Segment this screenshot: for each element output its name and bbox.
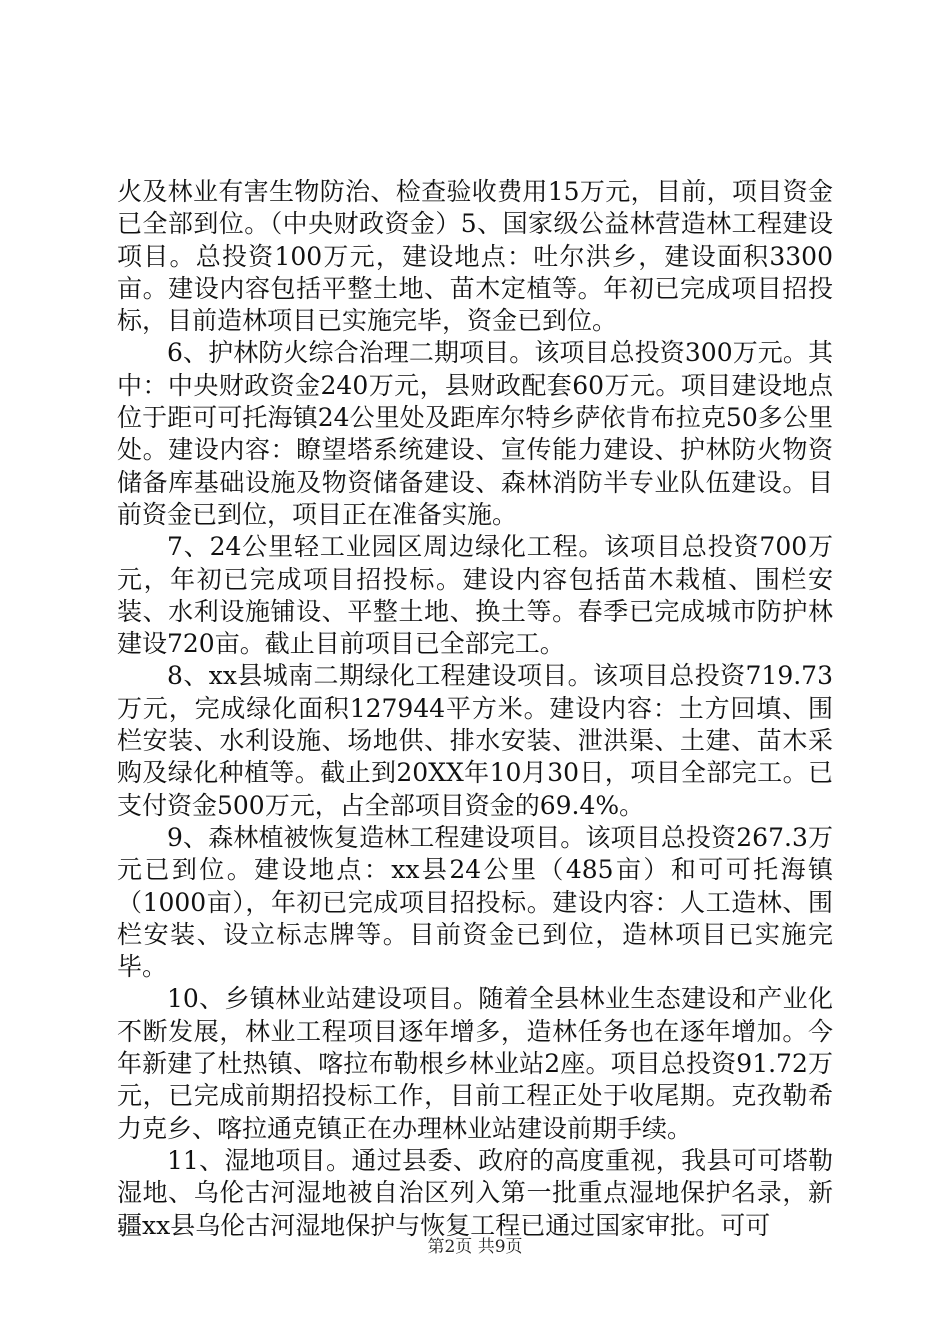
paragraph-item-8: 8、xx县城南二期绿化工程建设项目。该项目总投资719.73万元，完成绿化面积127944平方米。建设内容：土方回填、围栏安装、水利设施、场地供、排水安装、泄洪渠、土建、苗木采购及绿化种植等。截止到20XX年10月30日，项目全部完工。已支付资金500万元，占全部项目资金的69.4%。 bbox=[117, 661, 833, 820]
paragraph-item-11: 11、湿地项目。通过县委、政府的高度重视，我县可可塔勒湿地、乌伦古河湿地被自治区列入第一批重点湿地保护名录，新疆xx县乌伦古河湿地保护与恢复工程已通过国家审批。可可 bbox=[117, 1145, 833, 1240]
paragraph-item-7: 7、24公里轻工业园区周边绿化工程。该项目总投资700万元，年初已完成项目招投标。建设内容包括苗木栽植、围栏安装、水利设施铺设、平整土地、换土等。春季已完成城市防护林建设720亩。截止目前项目已全部完工。 bbox=[117, 532, 833, 659]
page-number-footer: 第2页 共9页 bbox=[427, 1237, 523, 1257]
paragraph-item-9: 9、森林植被恢复造林工程建设项目。该项目总投资267.3万元已到位。建设地点：xx县24公里（485亩）和可可托海镇（1000亩），年初已完成项目招投标。建设内容：人工造林、围栏安装、设立标志牌等。目前资金已到位，造林项目已实施完毕。 bbox=[117, 822, 833, 982]
paragraph-item-10: 10、乡镇林业站建设项目。随着全县林业生态建设和产业化不断发展，林业工程项目逐年增多，造林任务也在逐年增加。今年新建了杜热镇、喀拉布勒根乡林业站2座。项目总投资91.72万元，已完成前期招投标工作，目前工程正处于收尾期。克孜勒希力克乡、喀拉通克镇正在办理林业站建设前期手续。 bbox=[117, 984, 833, 1143]
paragraph-continued: 火及林业有害生物防治、检查验收费用15万元，目前，项目资金已全部到位。（中央财政资金）5、国家级公益林营造林工程建设项目。总投资100万元，建设地点：吐尔洪乡，建设面积3300亩。建设内容包括平整土地、苗木定植等。年初已完成项目招投标，目前造林项目已实施完毕，资金已到位。 bbox=[117, 177, 833, 336]
document-body bbox=[117, 176, 833, 1242]
paragraph-item-6: 6、护林防火综合治理二期项目。该项目总投资300万元。其中：中央财政资金240万元，县财政配套60万元。项目建设地点位于距可可托海镇24公里处及距库尔特乡萨依肯布拉克50多公里处。建设内容：瞭望塔系统建设、宣传能力建设、护林防火物资储备库基础设施及物资储备建设、森林消防半专业队伍建设。目前资金已到位，项目正在准备实施。 bbox=[117, 338, 833, 529]
